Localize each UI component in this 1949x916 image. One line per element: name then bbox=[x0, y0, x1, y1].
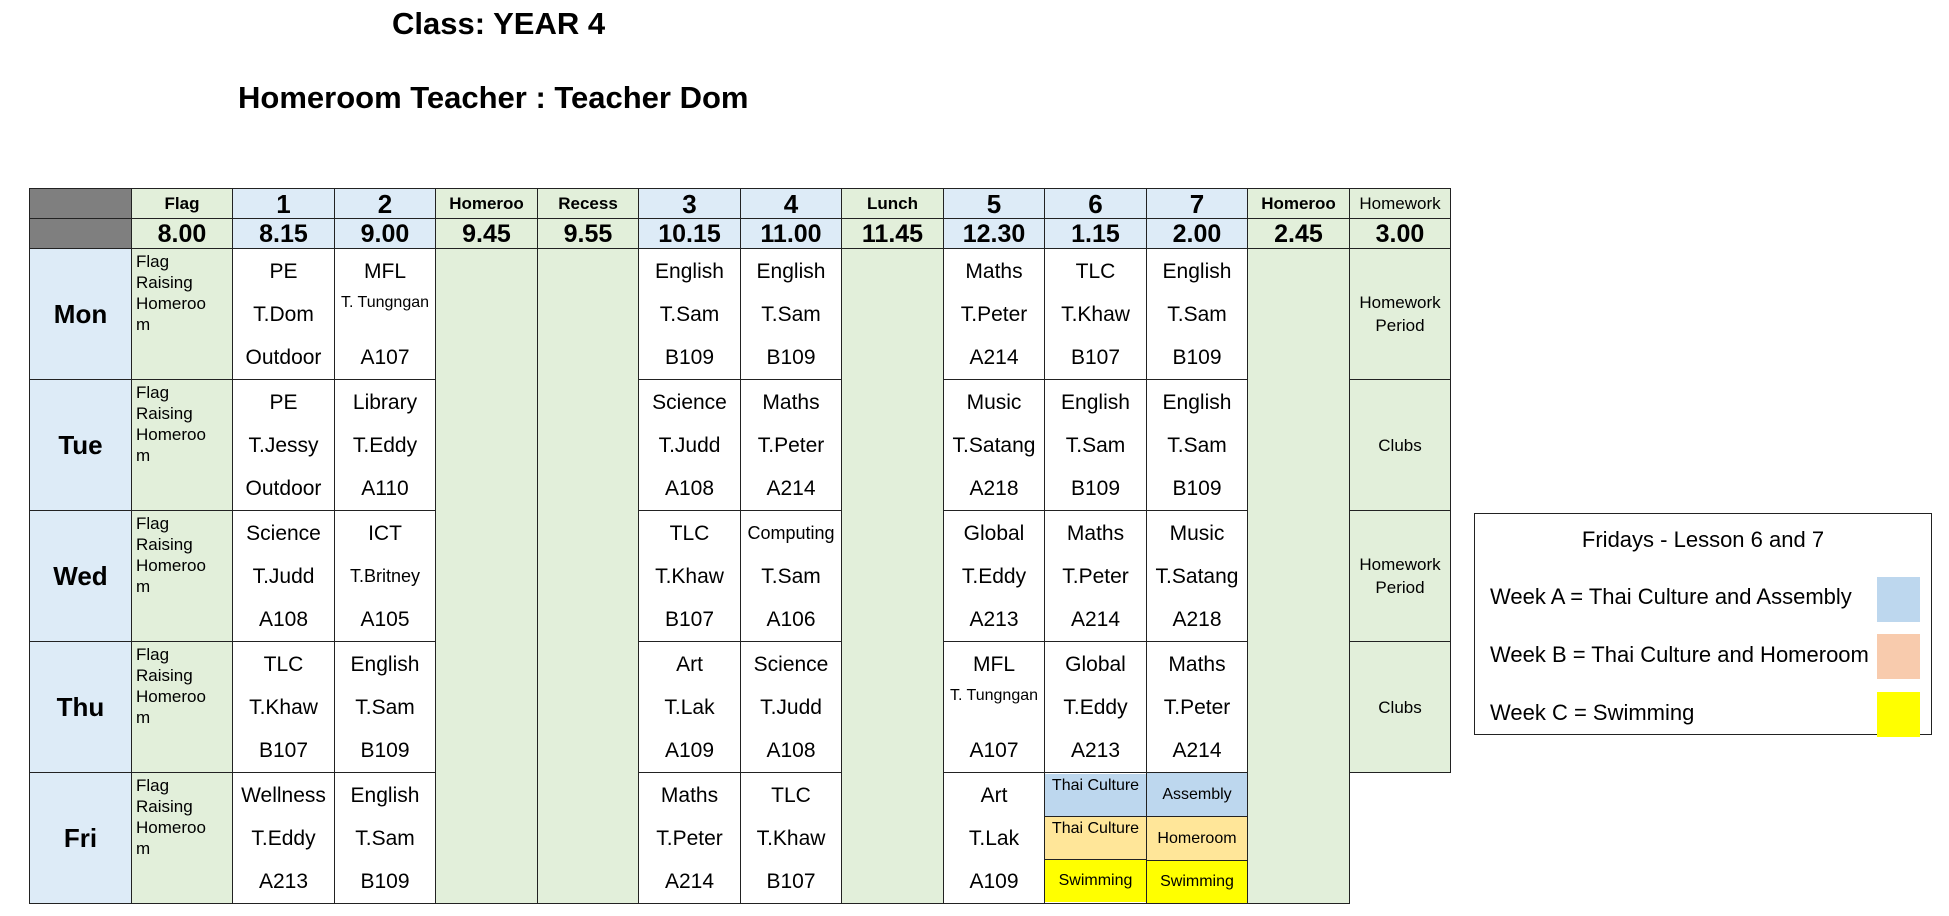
lesson-room: B109 bbox=[1172, 345, 1222, 369]
period-time-10 bbox=[1147, 219, 1248, 249]
period-time-9 bbox=[1045, 219, 1147, 249]
day-name: Tue bbox=[58, 429, 103, 460]
flag-cell bbox=[132, 249, 233, 380]
lesson-subject: English bbox=[350, 652, 420, 676]
lesson-teacher: T.Judd bbox=[760, 695, 822, 719]
flag-line: Raising bbox=[136, 797, 193, 816]
lesson-teacher: T.Satang bbox=[952, 433, 1036, 457]
friday-week-a-entry: Thai Culture bbox=[1045, 774, 1146, 817]
day-row bbox=[30, 380, 1451, 511]
lesson-teacher: T.Peter bbox=[1062, 564, 1129, 588]
lesson-teacher: T.Eddy bbox=[1063, 695, 1128, 719]
lesson-subject: Science bbox=[652, 390, 727, 414]
flag-line: Homeroo bbox=[136, 556, 206, 575]
lesson-teacher: T.Khaw bbox=[249, 695, 318, 719]
lesson-subject: English bbox=[756, 259, 826, 283]
homeroom-pm-column bbox=[1248, 249, 1350, 904]
flag-line: Homeroo bbox=[136, 425, 206, 444]
day-label bbox=[30, 249, 132, 380]
period-time: 9.55 bbox=[563, 219, 613, 248]
lesson-subject: Maths bbox=[1066, 521, 1125, 545]
lesson-cell bbox=[335, 511, 436, 642]
lesson-teacher: T.Satang bbox=[1155, 564, 1239, 588]
friday-week-c-entry: Swimming bbox=[1045, 860, 1146, 902]
lesson-subject: Global bbox=[1065, 652, 1126, 676]
period-time-0 bbox=[132, 219, 233, 249]
homework-text: Homework bbox=[1359, 555, 1441, 574]
flag-line: Homeroo bbox=[136, 818, 206, 837]
lesson-room: A109 bbox=[664, 738, 715, 762]
period-time: 9.00 bbox=[360, 219, 410, 248]
lesson-subject: Global bbox=[963, 521, 1025, 545]
flag-line: m bbox=[136, 577, 151, 596]
lesson-subject: Maths bbox=[1168, 652, 1226, 676]
homework-cell bbox=[1350, 642, 1451, 773]
day-row bbox=[30, 511, 1451, 642]
lesson-room: A214 bbox=[664, 869, 715, 893]
period-name: 6 bbox=[1088, 188, 1103, 219]
period-time: 2.45 bbox=[1274, 219, 1323, 248]
lesson-cell bbox=[1045, 642, 1147, 773]
lesson-cell bbox=[944, 773, 1045, 904]
lesson-room: A214 bbox=[969, 345, 1019, 369]
lesson-cell bbox=[335, 249, 436, 380]
day-label bbox=[30, 511, 132, 642]
lesson-room: A214 bbox=[1172, 738, 1222, 762]
lesson-room: A105 bbox=[360, 607, 410, 631]
lesson-room: B107 bbox=[664, 607, 715, 631]
lesson-cell bbox=[639, 773, 741, 904]
lesson-room: A108 bbox=[258, 607, 309, 631]
homework-text: Period bbox=[1375, 316, 1425, 335]
lesson-cell bbox=[1147, 511, 1248, 642]
lesson-teacher: T.Sam bbox=[355, 695, 415, 719]
lesson-cell bbox=[1147, 249, 1248, 380]
flag-line: Raising bbox=[136, 404, 193, 423]
lesson-teacher: T.Sam bbox=[761, 302, 821, 326]
lesson-teacher: T.Britney bbox=[349, 565, 421, 586]
friday-week-a-entry: Assembly bbox=[1147, 773, 1247, 817]
lesson-room: A109 bbox=[969, 869, 1019, 893]
lesson-subject: TLC bbox=[771, 783, 811, 807]
day-name: Fri bbox=[63, 822, 98, 853]
period-name: 3 bbox=[682, 188, 697, 219]
class-title: Class: YEAR 4 bbox=[392, 6, 606, 41]
flag-line: Raising bbox=[136, 666, 193, 685]
flag-cell bbox=[132, 380, 233, 511]
flag-line: m bbox=[136, 839, 151, 858]
lesson-subject: MFL bbox=[364, 259, 406, 283]
period-time-4 bbox=[538, 219, 639, 249]
flag-cell bbox=[132, 773, 233, 904]
period-header-11 bbox=[1248, 189, 1350, 219]
lesson-cell bbox=[741, 249, 842, 380]
lesson-room: Outdoor bbox=[245, 476, 322, 500]
lesson-teacher: T.Lak bbox=[664, 695, 715, 719]
period-name: Recess bbox=[558, 193, 618, 213]
period-name: 7 bbox=[1189, 188, 1205, 219]
recess-column bbox=[538, 249, 639, 904]
day-name: Thu bbox=[56, 691, 105, 722]
lesson-room: B109 bbox=[766, 345, 816, 369]
homework-text: Homework bbox=[1359, 293, 1441, 312]
lesson-cell bbox=[944, 380, 1045, 511]
friday-week-stack bbox=[1045, 774, 1146, 902]
period-time-5 bbox=[639, 219, 741, 249]
lesson-cell bbox=[233, 380, 335, 511]
period-header-4 bbox=[538, 189, 639, 219]
lesson-cell bbox=[233, 249, 335, 380]
lesson-room: A214 bbox=[766, 476, 816, 500]
period-name: Homework bbox=[1359, 193, 1441, 213]
period-header-12 bbox=[1350, 189, 1451, 219]
lesson-room: B109 bbox=[1070, 476, 1121, 500]
lesson-teacher: T.Sam bbox=[659, 302, 720, 326]
lesson-room: A108 bbox=[664, 476, 715, 500]
lesson-cell bbox=[741, 380, 842, 511]
lesson-cell bbox=[1045, 380, 1147, 511]
legend-week-a-swatch bbox=[1877, 577, 1920, 622]
lesson-teacher: T.Peter bbox=[1163, 695, 1231, 719]
lesson-teacher: T.Judd bbox=[252, 564, 315, 588]
lesson-cell bbox=[741, 773, 842, 904]
legend-week-c-swatch bbox=[1877, 692, 1920, 737]
lesson-teacher: T.Peter bbox=[656, 826, 723, 850]
lesson-cell bbox=[741, 642, 842, 773]
period-name: 1 bbox=[276, 188, 291, 219]
period-time: 11.45 bbox=[861, 219, 924, 248]
lesson-subject: English bbox=[1162, 259, 1232, 283]
period-name: 5 bbox=[986, 188, 1002, 219]
period-name: Homeroo bbox=[449, 193, 524, 213]
lesson-cell bbox=[639, 380, 741, 511]
homework-text: Clubs bbox=[1378, 435, 1422, 455]
day-row bbox=[30, 642, 1451, 773]
lesson-room: A213 bbox=[258, 869, 309, 893]
lesson-cell bbox=[639, 642, 741, 773]
lesson-subject: PE bbox=[269, 259, 298, 283]
lesson-subject: Computing bbox=[747, 522, 835, 543]
lesson-teacher: T.Judd bbox=[658, 433, 721, 457]
lesson-subject: Music bbox=[966, 390, 1022, 414]
lesson-room: A218 bbox=[969, 476, 1019, 500]
period-time-6 bbox=[741, 219, 842, 249]
period-time-1 bbox=[233, 219, 335, 249]
period-header-9 bbox=[1045, 189, 1147, 219]
lesson-teacher: T.Eddy bbox=[251, 826, 316, 850]
header-corner-cell bbox=[30, 189, 132, 219]
lesson-subject: Wellness bbox=[241, 783, 326, 807]
friday-week-c-entry: Swimming bbox=[1147, 861, 1247, 903]
flag-line: Flag bbox=[136, 383, 170, 402]
lesson-cell bbox=[1147, 642, 1248, 773]
period-header-7 bbox=[842, 189, 944, 219]
lesson-subject: Art bbox=[676, 652, 703, 676]
period-time: 12.30 bbox=[962, 219, 1026, 248]
lesson-cell bbox=[233, 642, 335, 773]
lesson-room: B109 bbox=[664, 345, 715, 369]
friday-week-stack bbox=[1147, 773, 1247, 903]
period-time-2 bbox=[335, 219, 436, 249]
lesson-subject: English bbox=[655, 259, 724, 283]
lesson-subject: Music bbox=[1169, 521, 1225, 545]
period-header-0 bbox=[132, 189, 233, 219]
lesson-teacher: T.Dom bbox=[253, 302, 314, 326]
lesson-cell bbox=[335, 773, 436, 904]
period-name: Flag bbox=[164, 193, 200, 213]
lesson-room: A106 bbox=[766, 607, 816, 631]
friday-week-cell bbox=[1045, 773, 1147, 904]
day-row bbox=[30, 773, 1451, 904]
lesson-teacher: T.Peter bbox=[757, 433, 825, 457]
lesson-teacher: T. Tungngan bbox=[340, 293, 430, 311]
lesson-subject: English bbox=[1162, 390, 1232, 414]
period-time: 11.00 bbox=[760, 219, 822, 248]
lesson-room: A213 bbox=[969, 607, 1019, 631]
lesson-cell bbox=[944, 511, 1045, 642]
lesson-teacher: T.Sam bbox=[1167, 302, 1227, 326]
lesson-subject: TLC bbox=[1075, 259, 1116, 283]
flag-line: Raising bbox=[136, 535, 193, 554]
period-header-2 bbox=[335, 189, 436, 219]
lesson-subject: Science bbox=[753, 652, 829, 676]
period-time: 10.15 bbox=[658, 219, 721, 248]
period-time-11 bbox=[1248, 219, 1350, 249]
lesson-teacher: T.Eddy bbox=[961, 564, 1027, 588]
lesson-room: A110 bbox=[361, 476, 409, 500]
lesson-room: B107 bbox=[1070, 345, 1121, 369]
lesson-teacher: T.Sam bbox=[1065, 433, 1126, 457]
friday-legend bbox=[1474, 513, 1932, 735]
period-time: 9.45 bbox=[462, 219, 511, 248]
lesson-subject: English bbox=[1061, 390, 1130, 414]
day-name: Mon bbox=[53, 298, 108, 329]
lesson-room: Outdoor bbox=[245, 345, 322, 369]
lesson-subject: English bbox=[350, 783, 420, 807]
friday-week-b-entry: Homeroom bbox=[1147, 817, 1247, 861]
day-label bbox=[30, 773, 132, 904]
lesson-cell bbox=[1045, 249, 1147, 380]
period-header-10 bbox=[1147, 189, 1248, 219]
lesson-teacher: T. Tungngan bbox=[949, 686, 1039, 704]
flag-cell bbox=[132, 642, 233, 773]
homeroom-column bbox=[436, 249, 538, 904]
period-name: Homeroo bbox=[1261, 193, 1336, 213]
period-header-1 bbox=[233, 189, 335, 219]
header-corner-cell bbox=[30, 219, 132, 249]
lesson-subject: TLC bbox=[669, 521, 710, 545]
lesson-subject: Art bbox=[980, 783, 1008, 807]
lesson-cell bbox=[944, 249, 1045, 380]
empty-cell bbox=[1350, 773, 1451, 904]
flag-line: Flag bbox=[136, 514, 170, 533]
lesson-subject: Library bbox=[352, 390, 418, 414]
lesson-subject: MFL bbox=[973, 652, 1015, 676]
day-label bbox=[30, 380, 132, 511]
lesson-room: A214 bbox=[1070, 607, 1121, 631]
period-time-3 bbox=[436, 219, 538, 249]
lesson-teacher: T.Jessy bbox=[248, 433, 319, 457]
legend-week-a-label: Week A = Thai Culture and Assembly bbox=[1490, 584, 1852, 609]
lesson-cell bbox=[944, 642, 1045, 773]
lesson-teacher: T.Lak bbox=[968, 826, 1020, 850]
lesson-cell bbox=[233, 511, 335, 642]
flag-line: Homeroo bbox=[136, 687, 206, 706]
lesson-room: B109 bbox=[360, 738, 410, 762]
homework-cell bbox=[1350, 511, 1451, 642]
period-header-3 bbox=[436, 189, 538, 219]
period-header-5 bbox=[639, 189, 741, 219]
period-time: 1.15 bbox=[1071, 219, 1120, 248]
flag-line: m bbox=[136, 446, 151, 465]
timetable bbox=[29, 188, 1451, 904]
period-time-12 bbox=[1350, 219, 1451, 249]
flag-line: m bbox=[136, 708, 151, 727]
lesson-cell bbox=[639, 511, 741, 642]
lesson-room: A108 bbox=[766, 738, 816, 762]
lesson-cell bbox=[639, 249, 741, 380]
flag-line: m bbox=[136, 315, 151, 334]
day-name: Wed bbox=[53, 560, 108, 591]
period-header-6 bbox=[741, 189, 842, 219]
period-name: Lunch bbox=[867, 193, 918, 213]
period-time: 3.00 bbox=[1375, 219, 1425, 248]
flag-line: Raising bbox=[136, 273, 193, 292]
period-header-8 bbox=[944, 189, 1045, 219]
homework-cell bbox=[1350, 249, 1451, 380]
lesson-cell bbox=[1045, 511, 1147, 642]
legend-week-b-swatch bbox=[1877, 634, 1920, 679]
lesson-subject: PE bbox=[269, 390, 298, 414]
lesson-subject: Maths bbox=[660, 783, 719, 807]
flag-cell bbox=[132, 511, 233, 642]
lesson-cell bbox=[335, 642, 436, 773]
legend-week-b-label: Week B = Thai Culture and Homeroom bbox=[1490, 642, 1869, 667]
day-label bbox=[30, 642, 132, 773]
lesson-teacher: T.Sam bbox=[761, 564, 821, 588]
lesson-room: B107 bbox=[258, 738, 309, 762]
lesson-room: A218 bbox=[1172, 607, 1222, 631]
lesson-subject: Science bbox=[246, 521, 321, 545]
lesson-room: A213 bbox=[1070, 738, 1121, 762]
lesson-teacher: T.Khaw bbox=[756, 826, 826, 850]
lesson-subject: TLC bbox=[263, 652, 304, 676]
lesson-room: B107 bbox=[766, 869, 816, 893]
flag-line: Flag bbox=[136, 252, 170, 271]
lesson-teacher: T.Khaw bbox=[1061, 302, 1130, 326]
flag-line: Flag bbox=[136, 776, 170, 795]
flag-line: Homeroo bbox=[136, 294, 206, 313]
lesson-cell bbox=[741, 511, 842, 642]
legend-week-c-label: Week C = Swimming bbox=[1490, 700, 1695, 725]
lesson-subject: ICT bbox=[368, 521, 402, 545]
homeroom-teacher-title: Homeroom Teacher : Teacher Dom bbox=[238, 80, 749, 115]
period-time-7 bbox=[842, 219, 944, 249]
lesson-teacher: T.Sam bbox=[1167, 433, 1227, 457]
lesson-room: B109 bbox=[1172, 476, 1222, 500]
lesson-cell bbox=[1147, 380, 1248, 511]
friday-week-cell bbox=[1147, 773, 1248, 904]
lesson-subject: Maths bbox=[762, 390, 820, 414]
day-row bbox=[30, 249, 1451, 380]
friday-week-b-entry: Thai Culture bbox=[1045, 817, 1146, 860]
period-time: 8.00 bbox=[157, 219, 207, 248]
homework-text: Clubs bbox=[1378, 697, 1422, 717]
lesson-room: B109 bbox=[360, 869, 410, 893]
lesson-cell bbox=[233, 773, 335, 904]
period-name: 4 bbox=[783, 188, 799, 219]
lunch-column bbox=[842, 249, 944, 904]
legend-title: Fridays - Lesson 6 and 7 bbox=[1581, 527, 1825, 552]
period-time: 2.00 bbox=[1172, 219, 1222, 248]
lesson-teacher: T.Peter bbox=[960, 302, 1028, 326]
period-time-8 bbox=[944, 219, 1045, 249]
period-name: 2 bbox=[377, 188, 393, 219]
lesson-subject: Maths bbox=[965, 259, 1023, 283]
lesson-teacher: T.Khaw bbox=[655, 564, 724, 588]
lesson-cell bbox=[335, 380, 436, 511]
lesson-teacher: T.Eddy bbox=[352, 433, 418, 457]
lesson-room: A107 bbox=[969, 738, 1019, 762]
lesson-teacher: T.Sam bbox=[355, 826, 415, 850]
homework-cell bbox=[1350, 380, 1451, 511]
lesson-room: A107 bbox=[360, 345, 410, 369]
flag-line: Flag bbox=[136, 645, 170, 664]
homework-text: Period bbox=[1375, 578, 1425, 597]
period-time: 8.15 bbox=[259, 219, 308, 248]
